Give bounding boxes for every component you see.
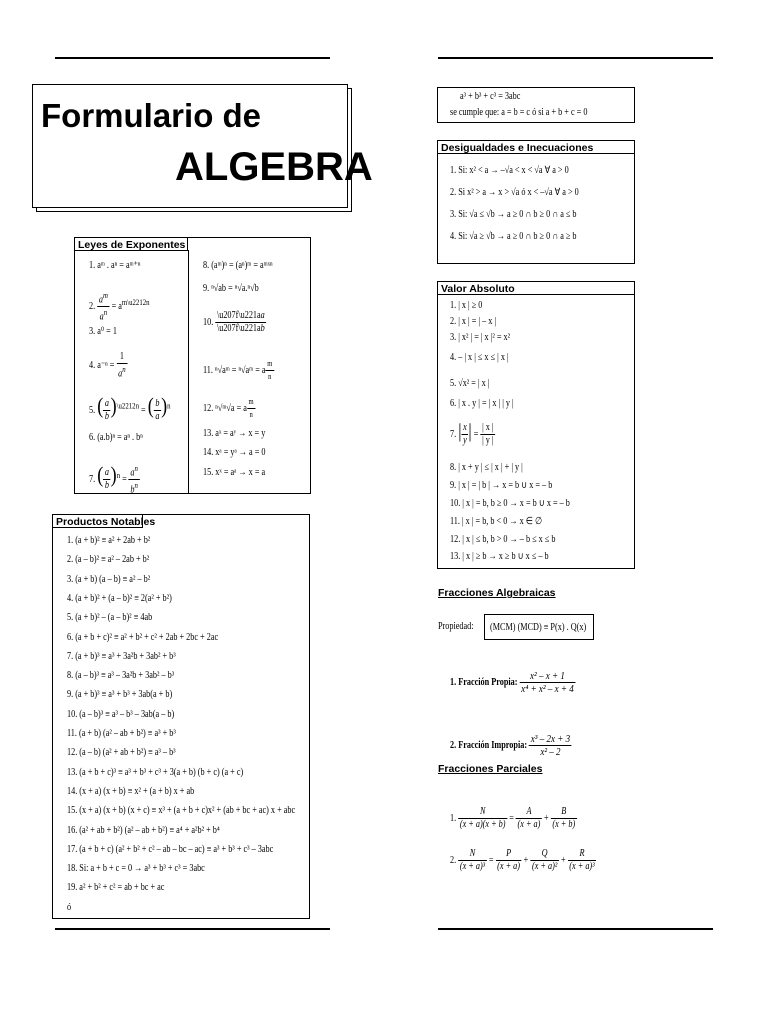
valor-item: 12. | x | ≤ b, b > 0 → – b ≤ x ≤ b <box>450 534 556 545</box>
producto-item: 6. (a + b + c)² ≡ a² + b² + c² + 2ab + 2bc + 2ac <box>67 631 219 643</box>
title-line-2: ALGEBRA <box>175 145 373 189</box>
producto-item: 18. Si: a + b + c = 0 → a³ + b³ + c³ = 3abc <box>67 863 205 875</box>
ley-6: 6. (a.b)ⁿ = aⁿ . bⁿ <box>89 432 143 443</box>
desig-box <box>437 140 635 264</box>
ley-2: 2. $\frac{a^m}{a^n}$ = $a^{m\backslash u2212n}$ <box>89 291 150 323</box>
valor-header: Valor Absoluto <box>441 283 515 295</box>
ley-1: 1. aᵐ . aⁿ = aᵐ⁺ⁿ <box>89 260 141 271</box>
cont-line-2: se cumple que: a = b = c ó si a + b + c = 0 <box>450 107 588 118</box>
valor-item: 4. – | x | ≤ x ≤ | x | <box>450 352 509 363</box>
valor-item: 11. | x | = b, b < 0 → x ∈ ∅ <box>450 516 543 527</box>
ley-4: 4. a⁻ⁿ = $\frac{1}{a^n}$ <box>89 351 126 380</box>
producto-item: 17. (a + b + c) (a² + b² + c² – ab – bc – ac) ≡ a³ + b³ + c³ – 3abc <box>67 843 274 855</box>
valor-item: 7. | $\frac{x}{y}$ | = $\frac{| x |}{| y |}$ <box>450 419 494 446</box>
valor-item: 10. | x | = b, b ≥ 0 → x = b ∪ x = – b <box>450 498 570 509</box>
desig-3: 3. Si: √a ≤ √b → a ≥ 0 ∩ b ≥ 0 ∩ a ≤ b <box>450 209 577 220</box>
valor-item: 1. | x | ≥ 0 <box>450 300 483 311</box>
bottom-rule-left <box>55 928 330 930</box>
propiedad-box <box>484 614 594 640</box>
producto-item: 4. (a + b)² + (a – b)² ≡ 2(a² + b²) <box>67 592 172 604</box>
cont-box <box>437 87 635 123</box>
productos-box <box>52 514 310 919</box>
top-rule-left <box>55 57 330 59</box>
desig-1: 1. Si: x² < a → –√a < x < √a ∀ a > 0 <box>450 165 569 176</box>
ley-10: 10. $\frac{\backslash u207f\backslash u221aa}{\backslash u207f\backslash u221ab}$ <box>203 310 265 334</box>
ley-15: 15. xˣ = aᵃ → x = a <box>203 467 266 478</box>
valor-item: 5. √x² = | x | <box>450 378 490 389</box>
producto-item: 3. (a + b) (a – b) ≡ a² – b² <box>67 573 151 585</box>
ley-5: 5. ( $\frac{a}{b}$ )$^{\backslash u2212n}$ = ( $\frac{b}{a}$ )$^n$ <box>89 392 171 422</box>
valor-item: 3. | x² | = | x |² = x² <box>450 332 511 343</box>
desig-4: 4. Si: √a ≥ √b → a ≥ 0 ∩ b ≥ 0 ∩ a ≥ b <box>450 231 577 242</box>
producto-item: 13. (a + b + c)³ ≡ a³ + b³ + c³ + 3(a + b) (b + c) (a + c) <box>67 766 244 778</box>
bottom-rule-right <box>438 928 713 930</box>
ley-13: 13. aˣ = aʸ → x = y <box>203 428 266 439</box>
productos-header: Productos Notables <box>56 516 156 528</box>
fracpar-1: 1. $\frac{N}{(x + a)(x + b)}$ = $\frac{A}{(x + a)}$ + $\frac{B}{(x + b)}$ <box>450 806 576 830</box>
producto-item: 8. (a – b)³ ≡ a³ – 3a²b + 3ab² – b³ <box>67 670 175 682</box>
top-rule-right <box>438 57 713 59</box>
producto-item: 2. (a – b)² ≡ a² – 2ab + b² <box>67 554 150 566</box>
leyes-box <box>74 237 311 494</box>
valor-item: 2. | x | = | – x | <box>450 316 497 327</box>
fracalg-header: Fracciones Algebraicas <box>438 587 556 599</box>
valor-item: 8. | x + y | ≤ | x | + | y | <box>450 462 523 473</box>
valor-item: 9. | x | = | b | → x = b ∪ x = – b <box>450 480 553 491</box>
valor-item: 13. | x | ≥ b → x ≥ b ∪ x ≤ – b <box>450 551 549 562</box>
fracpar-2: 2. $\frac{N}{\text{(x + a)³}}$ = $\frac{P}{(x + a)}$ + $\frac{Q}{\text{(x + a)²}}$ + $\frac{R}{\text{(x + a)³}}$ <box>450 848 595 872</box>
propiedad-value: (MCM) (MCD) ≡ P(x) . Q(x) <box>490 622 587 633</box>
ley-14: 14. xᵃ = yᵃ → a = 0 <box>203 447 266 458</box>
producto-item: 19. a² + b² + c² = ab + bc + ac <box>67 882 165 894</box>
ley-11: 11. ⁿ√aᵐ = ⁿ√aᵐ = a $\frac{m}{n}$ <box>203 359 273 381</box>
valor-box <box>437 281 635 569</box>
fracpar-header: Fracciones Parciales <box>438 763 543 775</box>
title-line-1: Formulario de <box>41 97 262 134</box>
ley-7: 7. ( $\frac{a}{b}$ )$^n$ = $\frac{a^n}{b^n}$ <box>89 462 138 496</box>
producto-item: 11. (a + b) (a² – ab + b²) ≡ a³ + b³ <box>67 728 176 739</box>
valor-item: 6. | x . y | = | x | | y | <box>450 398 514 409</box>
producto-item: 5. (a + b)² – (a – b)² ≡ 4ab <box>67 612 153 624</box>
ley-9: 9. ⁿ√ab = ⁿ√a.ⁿ√b <box>203 283 259 294</box>
producto-item: 10. (a – b)³ ≡ a³ – b³ – 3ab(a – b) <box>67 708 175 720</box>
leyes-header: Leyes de Exponentes <box>78 239 186 251</box>
producto-item: 16. (a² + ab + b²) (a² – ab + b²) ≡ a⁴ + a²b² + b⁴ <box>67 824 220 836</box>
title-box <box>32 84 373 208</box>
ley-3: 3. a⁰ = 1 <box>89 326 117 337</box>
producto-item: 15. (x + a) (x + b) (x + c) ≡ x³ + (a + b + c)x² + (ab + bc + ac) x + abc <box>67 805 296 817</box>
producto-item: ó <box>67 901 72 913</box>
fraccion-impropia: 2. Fracción Impropia: $\frac{\text{x³ – 2x + 3}}{\text{x² – 2}}$ <box>450 733 571 758</box>
producto-item: 9. (a + b)³ ≡ a³ + b³ + 3ab(a + b) <box>67 689 173 701</box>
desig-header: Desigualdades e Inecuaciones <box>441 142 594 154</box>
cont-line-1: a³ + b³ + c³ = 3abc <box>460 91 521 102</box>
producto-item: 14. (x + a) (x + b) ≡ x² + (a + b) x + ab <box>67 785 195 797</box>
producto-item: 7. (a + b)³ ≡ a³ + 3a²b + 3ab² + b³ <box>67 650 176 662</box>
producto-item: 12. (a – b) (a² + ab + b²) ≡ a³ – b³ <box>67 747 176 759</box>
propiedad-label: Propiedad: <box>438 621 474 632</box>
fraccion-propia: 1. Fracción Propia: $\frac{\text{x² – x + 1}}{\text{x⁴ + x² – x + 4}}$ <box>450 670 574 695</box>
leyes-divider <box>188 250 189 494</box>
ley-12: 12. ⁿ√ᵐ√a = a $\frac{m}{n}$ <box>203 397 254 419</box>
ley-8: 8. (aᵐ)ⁿ = (aⁿ)ᵐ = aᵐˣⁿ <box>203 260 273 271</box>
desig-2: 2. Si x² > a → x > √a ó x < –√a ∀ a > 0 <box>450 187 579 198</box>
producto-item: 1. (a + b)² ≡ a² + 2ab + b² <box>67 535 151 546</box>
